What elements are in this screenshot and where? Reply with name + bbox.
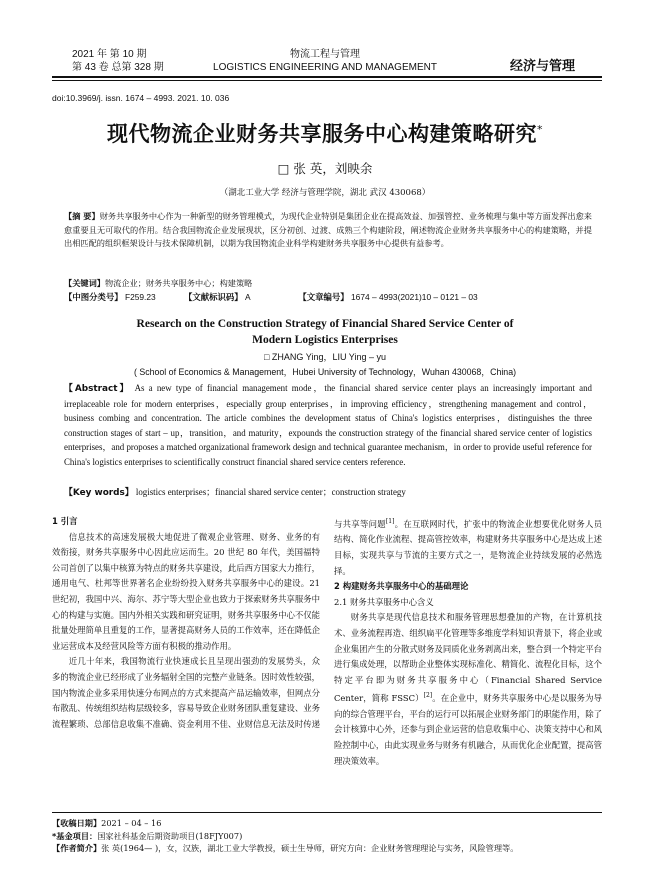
intro-cont-text-a: 与共享等问题: [334, 518, 386, 529]
keywords-cn-text: 物流企业；财务共享服务中心；构建策略: [104, 278, 253, 288]
authors-cn: □ 张 英，刘映余: [277, 161, 373, 176]
paper-title: [0, 118, 650, 148]
intro-paragraph-continued: [334, 514, 602, 579]
heading-section-2-1: 2.1 财务共享服务中心含义: [334, 596, 434, 607]
title-en-line-1: Research on the Construction Strategy of Financial Shared Service Center of: [136, 318, 514, 330]
intro-paragraph-1: 信息技术的高速发展极大地促进了微观企业管理、财务、业务的有效衔接，财务共享服务中心因此应运而生。20 世纪 80 年代，美国福特公司首创了以集中核算为特点的财务共享建设，此后西方国家大力推行，通用电气、杜邦等世界著名企业纷纷投入财务共享服务中心的建设。21 世纪初，我国中兴、海尔、苏宁等大型企业也致力于探索财务共享服务中心的构建与实施。国内外相关实践和研究证明，财务共享服务中心不仅能批量处理简单且重复的工作，显著提高财务人员的工作效率，还在降低企业运营成本及经营风险等方面有积极的推动作用。: [52, 531, 320, 651]
left-column: [52, 514, 320, 732]
clc-label: 【中图分类号】: [64, 292, 123, 302]
fund-label: *基金项目：: [52, 830, 98, 841]
abstract-cn-label: 【摘 要】: [64, 211, 100, 221]
journal-name: [200, 48, 450, 74]
author-bio-value: 张 英(1964— )，女，汉族，湖北工业大学教授，硕士生导师，研究方向：企业财务管理理论与实务，风险管理等。: [101, 843, 519, 853]
abstract-cn: [64, 210, 592, 251]
article-number-value: 1674 – 4993(2021)10 – 0121 – 03: [351, 292, 478, 302]
doc-code-label: 【文献标识码】: [184, 292, 243, 302]
section-2-1-paragraph: [334, 610, 602, 769]
section-2-1-text-b: 。在企业中，财务共享服务中心是以服务为导向的综合管理平台，平台的运行可以拓展企业财务部门的职能作用，除了会计核算中心外，还参与到企业运营的信息收集中心、决策支持中心和风险控制中心，由此实现业务与财务有机融合，从而优化企业配置，提高管理决策效率。: [334, 693, 602, 766]
doc-code-value: A: [244, 292, 251, 302]
journal-name-cn: 物流工程与管理: [290, 49, 360, 60]
footnotes: [52, 817, 602, 855]
journal-name-en: LOGISTICS ENGINEERING AND MANAGEMENT: [213, 62, 437, 73]
affiliation-cn: （湖北工业大学 经济与管理学院，湖北 武汉 430068）: [219, 188, 431, 198]
received-date: [52, 817, 602, 830]
affiliation-en: ( School of Economics & Management，Hubei University of Technology，Wuhan 430068，China): [133, 367, 517, 377]
keywords-cn: [64, 277, 592, 291]
paper-title-text: 现代物流企业财务共享服务中心构建策略研究: [107, 122, 537, 146]
title-en-line-2: Modern Logistics Enterprises: [252, 334, 398, 346]
article-number-label: 【文章编号】: [298, 292, 349, 302]
title-footnote-mark: *: [537, 123, 543, 136]
abstract-en: [64, 381, 592, 470]
year-issue: 2021 年 第 10 期: [72, 49, 147, 60]
heading-introduction: 1 引言: [52, 516, 78, 526]
title-en: [0, 316, 650, 348]
issue-info: [72, 48, 164, 74]
volume-total: 第 43 卷 总第 328 期: [72, 62, 164, 73]
abstract-cn-text: 财务共享服务中心作为一种新型的财务管理模式，为现代企业特别是集团企业在提高效益、加强管控、业务梳理与集中等方面发挥出愈来愈重要且无可取代的作用。结合我国物流企业发展现状，区分初创、过渡、成熟三个构建阶段，阐述物流企业财务共享服务中心的构建策略，并提出相匹配的组织框架设计与技术保障机制，以期为我国物流企业科学构建财务共享服务中心提供有益参考。: [64, 211, 592, 249]
author-bio: [52, 842, 602, 855]
classification-line: [64, 291, 592, 303]
received-value: 2021 – 04 – 16: [101, 818, 162, 828]
received-label: 【收稿日期】: [52, 818, 102, 828]
authors-en: □ ZHANG Ying，LIU Ying – yu: [264, 352, 386, 362]
keywords-en-label: 【Key words】: [64, 488, 134, 498]
header-rule-thick: [52, 76, 602, 78]
fund-value: 国家社科基金后期资助项目(18FJY007): [97, 830, 243, 841]
right-column: [334, 514, 602, 769]
citation-1: [1]: [385, 518, 395, 525]
header-rule-thin: [52, 80, 602, 81]
abstract-en-label: 【Abstract】: [64, 384, 131, 394]
heading-section-2: 2 构建财务共享服务中心的基础理论: [334, 581, 469, 592]
citation-2: [2]: [423, 692, 433, 700]
abstract-en-text: As a new type of financial management mode，the financial shared service center plays an increasingly important and irreplaceable role for modern enterprises，especially group enterprises，in improving efficiency，strengthening management and control，business combing and concentration. The article combines the development status of China's logistics enterprises，distinguishes the three construction stages of start – up，transition，and maturity，expounds the construction strategy of the financial shared service center of logistics enterprises，and proposes a matched organizational framework design and technical guarantee mechanism，in order to provide useful reference for China's logistics enterprises to scientifically construct financial shared service centers reference.: [64, 383, 592, 467]
author-bio-label: 【作者简介】: [52, 843, 102, 853]
section-2-1-text-a: 财务共享是现代信息技术和服务管理思想叠加的产物，在计算机技术、业务流程再造、组织扁平化管理等多维度学科知识背景下，将企业或企业集团产生的分散式财务及同质化业务剥离出来，整合到一个特定平台进行集成处理，以帮助企业整体实现标准化、精简化、流程化目标，这个特定平台即为财务共享服务中心（Financial Shared Service Center，简称 FSSC）: [334, 612, 602, 704]
doi: doi:10.3969/j. issn. 1674 – 4993. 2021. 10. 036: [52, 93, 230, 103]
keywords-cn-label: 【关键词】: [64, 278, 105, 288]
clc-value: F259.23: [124, 292, 156, 302]
keywords-en: [64, 486, 592, 501]
keywords-en-text: logistics enterprises；financial shared service center；construction strategy: [135, 487, 406, 497]
section-label: 经济与管理: [510, 59, 576, 74]
intro-paragraph-2: 近几十年来，我国物流行业快速成长且呈现出强劲的发展势头，众多的物流企业已经形成了业务辐射全国的完整产业链条。因时效性较强，国内物流企业多采用快速分布网点的方式来提高产品运输效率，但网点分布散乱、传统组织结构层级较多，容易导致企业财务团队重复建设、业务流程繁琐、总部信息收集不准确、资金利用不佳、业财信息无法及时传递: [52, 656, 320, 729]
footnote-rule: [52, 812, 602, 813]
fund-project: [52, 830, 602, 843]
intro-cont-text-b: 。在互联网时代，扩张中的物流企业想要优化财务人员结构、简化作业流程、提高管控效率，构建财务共享服务中心是达成上述目标，实现共享与节流的主要方式之一，是物流企业持续发展的必然选择。: [334, 518, 603, 576]
